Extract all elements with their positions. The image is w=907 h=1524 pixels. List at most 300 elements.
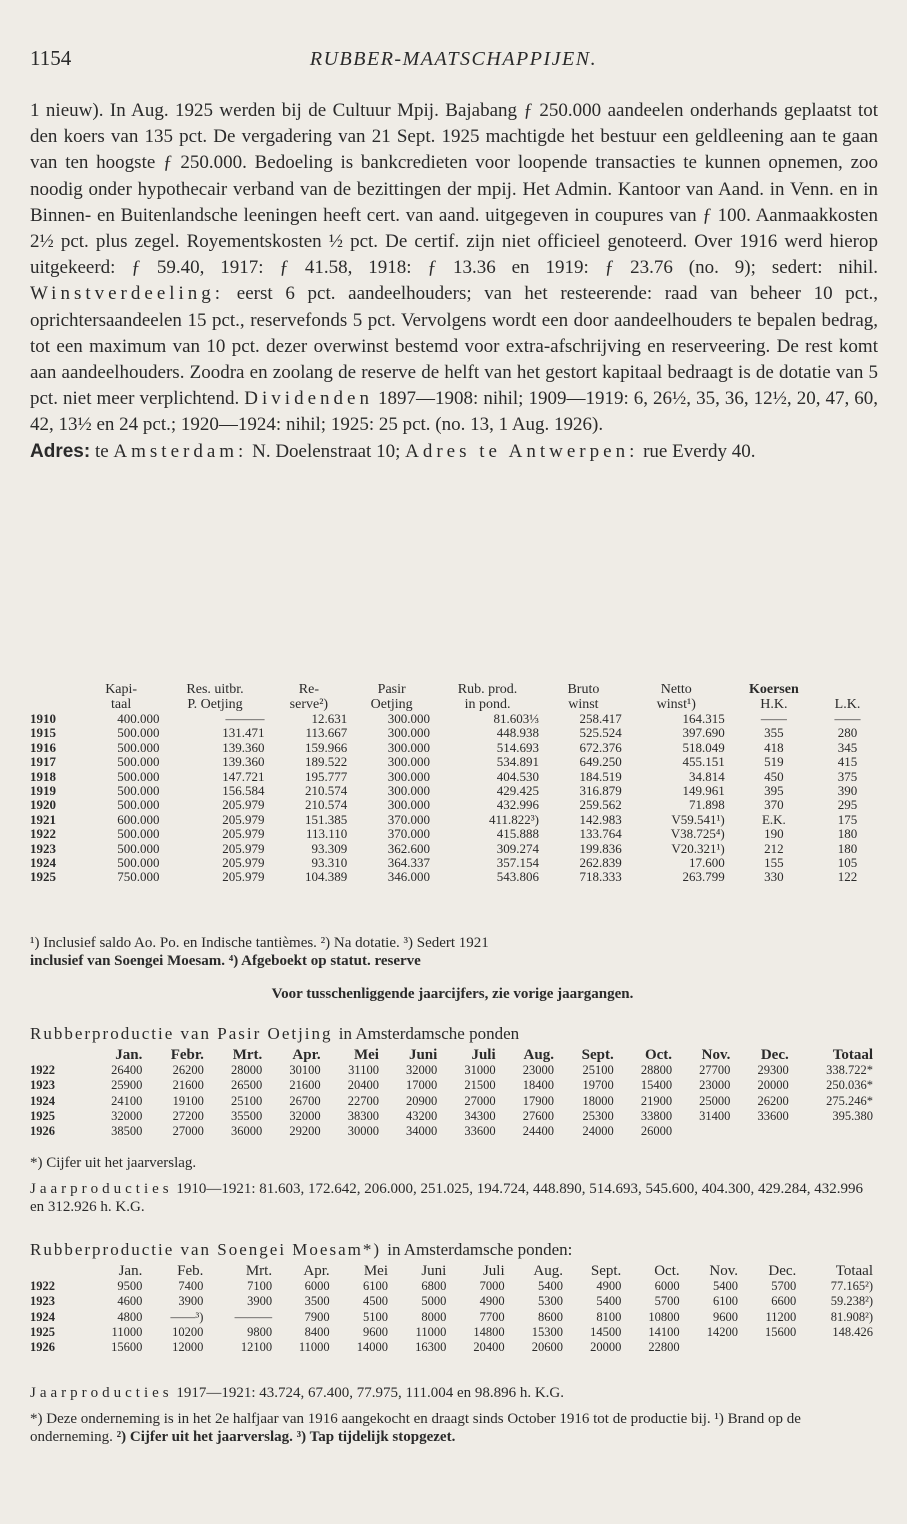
table-cell: 750.000: [117, 869, 160, 885]
year-cell: 1917: [30, 754, 56, 770]
year-cell: 1925: [30, 869, 56, 885]
table-cell: 600.000: [117, 811, 160, 827]
table-cell: 14800: [473, 1324, 505, 1339]
table-cell: 6000: [304, 1279, 330, 1294]
table-cell: 6000: [654, 1279, 680, 1294]
table-cell: 28000: [231, 1063, 263, 1078]
table-cell: 180: [837, 840, 858, 856]
table-cell: 6800: [421, 1279, 447, 1294]
table-cell: 338.722*: [826, 1063, 873, 1078]
table-cell: 429.425: [496, 783, 539, 799]
adres-pre: te: [94, 440, 109, 462]
pasir-annual-label: Jaarproducties: [30, 1181, 173, 1197]
col-header-bruto-winst: Bruto winst: [567, 682, 600, 712]
table-cell: 4600: [117, 1294, 143, 1309]
table-cell: 450: [764, 768, 784, 784]
table-cell: 3900: [178, 1294, 204, 1309]
table-cell: 18400: [522, 1078, 554, 1093]
year-cell: 1922: [30, 826, 56, 842]
table-cell: 205.979: [222, 811, 265, 827]
month-header: Juni: [408, 1047, 438, 1063]
table-cell: 370: [764, 797, 784, 813]
table-cell: 375: [837, 768, 858, 784]
table-cell: 300.000: [387, 797, 431, 813]
table-cell: 139.360: [222, 754, 265, 770]
adres-street: N. Doelenstraat 10;: [252, 440, 401, 462]
table-cell: 23000: [699, 1078, 731, 1093]
year-cell: 1923: [30, 1078, 55, 1093]
table-cell: 345: [837, 739, 858, 755]
table-cell: 18000: [582, 1093, 614, 1108]
table-cell: 6100: [712, 1294, 738, 1309]
production-row: [30, 1094, 875, 1109]
financial-row: [30, 712, 875, 726]
issuance-text: 1 nieuw). In Aug. 1925 werden bij de Cultuur Mpij. Bajabang ƒ 250.000 aandeelen onderhands geplaatst tot den koers van 135 pct. De vergadering van 21 Sept. 1925 machtigde het bestuur een geldleening aan te gaan van ten hoogste ƒ 250.000. Bedoeling is bankcredieten voor loopende transacties te kunnen opnemen, zoo noodig onder hypothecair verband van de bezittingen der mpij. Het Admin. Kantoor van Aand. in Venn. en in Binnen- en Buitenlandsche leeningen heeft cert. van aand. uitgegeven in coupures van ƒ 100. Aanmaakkosten 2½ pct. plus zegel. Royementskosten ½ pct. De certif. zijn niet officieel genoteerd. Over 1916 werd hierop uitgekeerd: ƒ 59.40, 1917: ƒ 41.58, 1918: ƒ 13.36 en 1919: ƒ 23.76 (no. 9); sedert: nihil.: [30, 100, 878, 279]
month-header: Nov.: [701, 1047, 731, 1063]
table-cell: 32000: [111, 1108, 143, 1123]
financial-row: [30, 770, 875, 784]
table-cell: 518.049: [682, 739, 725, 755]
table-cell: 27600: [522, 1108, 554, 1123]
table-cell: 500.000: [117, 739, 160, 755]
table-cell: 27700: [699, 1063, 731, 1078]
table-cell: 500.000: [117, 797, 160, 813]
financial-row: [30, 842, 875, 856]
table-cell: 31000: [464, 1063, 496, 1078]
table-cell: 26500: [231, 1078, 263, 1093]
table-cell: 15600: [111, 1340, 143, 1355]
table-cell: 448.938: [496, 725, 539, 741]
soengei-annual-label: Jaarproducties: [30, 1385, 173, 1401]
table-cell: ——: [760, 711, 787, 726]
table-cell: 164.315: [682, 711, 725, 726]
table-cell: 19100: [172, 1093, 204, 1108]
financial-header-row: [30, 682, 875, 712]
table-cell: 195.777: [305, 768, 348, 784]
table-cell: 30000: [347, 1124, 379, 1139]
table-cell: 142.983: [579, 811, 622, 827]
table-cell: 205.979: [222, 826, 265, 842]
table-cell: 300.000: [387, 711, 431, 726]
table-cell: 24000: [582, 1124, 614, 1139]
table-cell: 418: [764, 739, 784, 755]
table-cell: 4900: [596, 1279, 622, 1294]
month-header: Mei: [363, 1263, 388, 1279]
running-head: RUBBER-MAATSCHAPPIJEN.: [309, 48, 598, 70]
month-header: Jan.: [115, 1047, 143, 1063]
soengei-body: [30, 1279, 875, 1355]
table-cell: 300.000: [387, 768, 431, 784]
table-cell: 38500: [111, 1124, 143, 1139]
table-cell: 5400: [596, 1294, 622, 1309]
table-cell: 11000: [415, 1324, 447, 1339]
table-cell: 59.238²): [830, 1294, 873, 1309]
page-header: [30, 46, 877, 76]
table-cell: 32000: [289, 1108, 321, 1123]
table-cell: 7900: [304, 1309, 330, 1324]
table-cell: 3500: [304, 1294, 330, 1309]
year-cell: 1924: [30, 855, 56, 871]
month-header: Aug.: [533, 1263, 563, 1279]
table-cell: 5000: [421, 1294, 447, 1309]
table-cell: 5100: [363, 1309, 388, 1324]
table-cell: 258.417: [579, 711, 622, 726]
table-cell: 131.471: [222, 725, 265, 741]
table-cell: ———: [234, 1309, 273, 1324]
table-cell: 20400: [347, 1078, 379, 1093]
col-header-koersen-lk: L.K.: [834, 697, 861, 712]
production-row: [30, 1310, 875, 1325]
pasir-production-table: [30, 1048, 875, 1139]
production-row: [30, 1325, 875, 1340]
table-cell: 34000: [406, 1124, 438, 1139]
month-header: Mrt.: [232, 1047, 263, 1063]
table-cell: 519: [764, 754, 784, 770]
pasir-annual: [30, 1180, 878, 1216]
table-cell: 8400: [304, 1324, 330, 1339]
table-cell: 34.814: [688, 768, 725, 784]
soengei-title: [30, 1240, 878, 1260]
table-cell: 25300: [582, 1108, 614, 1123]
col-header-kapitaal: Kapi- taal: [105, 682, 138, 712]
production-row: [30, 1279, 875, 1294]
col-header: [30, 682, 80, 712]
table-cell: 26200: [757, 1093, 789, 1108]
table-cell: 20000: [757, 1078, 789, 1093]
month-header: Sept.: [590, 1263, 622, 1279]
soengei-production-table: [30, 1264, 875, 1355]
table-cell: 500.000: [117, 826, 160, 842]
soengei-title-unit: in Amsterdamsche ponden:: [387, 1240, 573, 1259]
pasir-body: [30, 1063, 875, 1139]
year-cell: 1924: [30, 1309, 55, 1324]
financial-row: [30, 798, 875, 812]
table-cell: 31100: [348, 1063, 379, 1078]
table-cell: 4900: [479, 1294, 505, 1309]
table-cell: 205.979: [222, 855, 265, 871]
table-cell: 15300: [531, 1324, 563, 1339]
financial-row: [30, 755, 875, 769]
table-cell: 27000: [464, 1093, 496, 1108]
table-cell: 415.888: [496, 826, 539, 842]
table-cell: 35500: [231, 1108, 263, 1123]
table-cell: 28800: [640, 1063, 673, 1078]
table-cell: 205.979: [222, 869, 265, 885]
col-header-rub-prod: Rub. prod. in pond.: [457, 682, 518, 712]
soengei-notes: [30, 1410, 878, 1446]
table-cell: 36000: [231, 1124, 263, 1139]
footnote-line-2: inclusief van Soengei Moesam. ⁴) Afgeboekt op statut. reserve: [30, 953, 421, 969]
table-cell: 77.165²): [830, 1279, 873, 1294]
financial-row: [30, 827, 875, 841]
table-cell: 11200: [765, 1309, 797, 1324]
table-cell: 93.310: [311, 855, 348, 871]
table-cell: 113.110: [305, 826, 348, 842]
col-header-reserve: Re- serve²): [289, 682, 329, 712]
table-cell: 500.000: [117, 754, 160, 770]
table-cell: 31400: [699, 1108, 731, 1123]
table-cell: [740, 1340, 798, 1355]
table-cell: 12100: [240, 1340, 273, 1355]
month-header: Jan.: [118, 1263, 143, 1279]
table-cell: 649.250: [579, 754, 622, 770]
table-cell: 415: [837, 754, 858, 770]
table-cell: 295: [837, 797, 858, 813]
table-cell: 395: [764, 783, 784, 799]
table-cell: 309.274: [496, 840, 539, 856]
year-cell: 1923: [30, 1294, 55, 1309]
table-cell: 26700: [289, 1093, 321, 1108]
adres-antwerpen-street: rue Everdy 40.: [643, 440, 756, 462]
month-header: Totaal: [835, 1263, 873, 1279]
table-cell: E.K.: [761, 811, 786, 827]
table-cell: 20000: [590, 1340, 622, 1355]
table-cell: 184.519: [579, 768, 622, 784]
table-cell: ———: [225, 711, 265, 726]
table-cell: 6600: [771, 1294, 797, 1309]
table-cell: 7100: [247, 1279, 273, 1294]
table-cell: 370.000: [387, 826, 431, 842]
table-cell: 21500: [464, 1078, 496, 1093]
table-cell: 21600: [289, 1078, 321, 1093]
month-header: Dec.: [760, 1047, 789, 1063]
year-header: [30, 1264, 86, 1279]
table-cell: [682, 1340, 740, 1355]
table-cell: 3900: [247, 1294, 273, 1309]
table-cell: 534.891: [496, 754, 539, 770]
table-cell: 15400: [640, 1078, 673, 1093]
table-cell: V20.321¹): [671, 840, 725, 856]
table-cell: 14200: [706, 1324, 738, 1339]
table-cell: 7000: [479, 1279, 505, 1294]
table-cell: 4500: [363, 1294, 388, 1309]
col-header-koersen-hk: Koersen H.K.: [748, 682, 799, 712]
table-cell: 21600: [172, 1078, 204, 1093]
winstverdeeling-label: Winstverdeeling:: [30, 283, 225, 305]
table-cell: 10800: [648, 1309, 680, 1324]
table-cell: 212: [764, 840, 784, 856]
soengei-note-3: ²) Cijfer uit het jaarverslag.: [116, 1429, 293, 1445]
table-cell: 525.524: [579, 725, 622, 741]
financial-row: [30, 856, 875, 870]
production-row: [30, 1063, 875, 1078]
table-cell: 22800: [648, 1340, 680, 1355]
pasir-footnote: *) Cijfer uit het jaarverslag.: [30, 1155, 197, 1171]
table-cell: 25900: [111, 1078, 143, 1093]
financial-row: [30, 870, 875, 884]
table-cell: 32000: [406, 1063, 438, 1078]
table-cell: 14100: [648, 1324, 680, 1339]
year-cell: 1925: [30, 1108, 55, 1123]
table-cell: 5700: [771, 1279, 797, 1294]
table-cell: 250.036*: [826, 1078, 873, 1093]
table-cell: 432.996: [496, 797, 539, 813]
year-header: [30, 1048, 86, 1063]
table-cell: ——³): [170, 1309, 204, 1324]
table-cell: 147.721: [222, 768, 265, 784]
dividenden-text: 1897—1908: nihil; 1909—1919: 6, 26½, 35, 36, 12½, 20, 47, 60, 42, 13½ en 24 pct.; 1920—1924: nihil; 1925: 25 pct. (no. 13, 1 Aug. 1926).: [30, 388, 879, 436]
year-cell: 1922: [30, 1063, 55, 1078]
table-cell: 15600: [765, 1324, 797, 1339]
financial-row: [30, 784, 875, 798]
body-text: [30, 98, 878, 465]
table-cell: 205.979: [222, 840, 265, 856]
table-cell: 11000: [111, 1324, 143, 1339]
table-cell: 149.961: [682, 783, 725, 799]
adres-city: Amsterdam:: [113, 440, 248, 462]
table-cell: 9600: [712, 1309, 738, 1324]
table-cell: 159.966: [305, 739, 348, 755]
table-cell: 210.574: [305, 783, 348, 799]
table-cell: 26400: [111, 1063, 143, 1078]
table-cell: 263.799: [682, 869, 725, 885]
table-cell: 113.667: [305, 725, 348, 741]
soengei-note-2: ¹) Brand op de onderneming.: [30, 1411, 801, 1445]
year-cell: 1918: [30, 768, 56, 784]
pasir-title: [30, 1024, 878, 1044]
table-cell: 718.333: [579, 869, 622, 885]
table-cell: 33800: [640, 1108, 673, 1123]
table-cell: 500.000: [117, 783, 160, 799]
table-cell: 6100: [363, 1279, 388, 1294]
table-cell: 20600: [531, 1340, 563, 1355]
year-cell: 1910: [30, 711, 56, 726]
production-row: [30, 1340, 875, 1355]
table-cell: 672.376: [579, 739, 622, 755]
table-cell: 20400: [473, 1340, 505, 1355]
table-cell: [674, 1124, 732, 1139]
table-cell: 5400: [537, 1279, 563, 1294]
table-cell: 30100: [289, 1063, 321, 1078]
table-cell: 12.631: [311, 711, 348, 726]
month-header: Feb.: [177, 1263, 204, 1279]
pasir-annual-text: 1910—1921: 81.603, 172.642, 206.000, 251.025, 194.724, 448.890, 514.693, 545.600, 404.300, 429.284, 432.996 en 312.926 h. K.G.: [30, 1181, 864, 1215]
soengei-annual: [30, 1384, 878, 1402]
table-cell: 21900: [640, 1093, 673, 1108]
table-cell: 316.879: [579, 783, 622, 799]
year-cell: 1922: [30, 1279, 55, 1294]
cross-reference: Voor tusschenliggende jaarcijfers, zie vorige jaargangen.: [271, 986, 634, 1002]
table-cell: 38300: [347, 1108, 379, 1123]
table-cell: 81.908²): [830, 1309, 873, 1324]
table-cell: 93.309: [311, 840, 348, 856]
financial-row: [30, 741, 875, 755]
table-cell: 25000: [699, 1093, 731, 1108]
table-cell: 17.600: [688, 855, 725, 871]
table-cell: 139.360: [222, 739, 265, 755]
month-header: Febr.: [170, 1047, 204, 1063]
paragraph-address: [30, 439, 878, 465]
table-cell: 500.000: [117, 855, 160, 871]
dividenden-label: Dividenden: [244, 388, 373, 410]
financial-table: [30, 682, 875, 885]
production-row: [30, 1294, 875, 1309]
month-header: Mrt.: [245, 1263, 273, 1279]
table-cell: [798, 1340, 875, 1355]
table-cell: 364.337: [387, 855, 431, 871]
table-cell: 122: [837, 869, 858, 885]
month-header: Juli: [471, 1047, 496, 1063]
table-cell: 10200: [172, 1324, 204, 1339]
pasir-title-unit: in Amsterdamsche ponden: [338, 1024, 520, 1043]
pasir-months-row: [30, 1048, 875, 1063]
month-header: Sept.: [581, 1047, 614, 1063]
page-number: 1154: [30, 46, 72, 70]
table-cell: 8000: [421, 1309, 447, 1324]
col-header-res-uitbr: Res. uitbr. P. Oetjing: [186, 682, 244, 712]
month-header: Mei: [353, 1047, 379, 1063]
table-cell: 71.898: [688, 797, 725, 813]
table-cell: 14000: [356, 1340, 388, 1355]
table-cell: 14500: [590, 1324, 622, 1339]
table-cell: 355: [764, 725, 784, 741]
month-header: Dec.: [768, 1263, 797, 1279]
table-cell: 390: [837, 783, 858, 799]
footnote-line-1: ¹) Inclusief saldo Ao. Po. en Indische tantièmes. ²) Na dotatie. ³) Sedert 1921: [30, 935, 489, 951]
table-cell: 148.426: [832, 1324, 873, 1339]
year-cell: 1923: [30, 840, 56, 856]
table-cell: 25100: [582, 1063, 614, 1078]
table-cell: 43200: [406, 1108, 438, 1123]
month-header: Juni: [421, 1263, 447, 1279]
financial-row: [30, 813, 875, 827]
table-cell: 7400: [178, 1279, 204, 1294]
table-cell: 19700: [582, 1078, 614, 1093]
table-cell: 24100: [111, 1093, 143, 1108]
table-cell: 26200: [172, 1063, 204, 1078]
production-row: [30, 1124, 875, 1139]
table-cell: 300.000: [387, 739, 431, 755]
table-cell: 175: [837, 811, 858, 827]
production-row: [30, 1078, 875, 1093]
table-cell: 5400: [712, 1279, 738, 1294]
year-cell: 1919: [30, 783, 56, 799]
winstverdeeling-text: eerst 6 pct. aandeelhouders; van het resteerende: raad van beheer 10 pct., oprichtersaandeelen 15 pct., reservefonds 5 pct. Vervolgens wordt een door aandeelhouders te bepalen bedrag, tot een maximum van 10 pct. dezer overwinst bestemd voor extra-afschrijving en reserveering. De rest komt aan aandeelhouders. Zoodra en zoolang de reserve de helft van het gestort kapitaal bedraagt is de dotatie van 5 pct. niet meer verplichtend.: [30, 283, 878, 410]
table-cell: 395.380: [832, 1108, 873, 1123]
table-cell: 29200: [289, 1124, 321, 1139]
pasir-title-main: Rubberproductie van Pasir Oetjing: [30, 1024, 333, 1043]
month-header: Apr.: [292, 1047, 321, 1063]
table-cell: 346.000: [387, 869, 431, 885]
table-cell: 156.584: [222, 783, 265, 799]
month-header: Totaal: [832, 1047, 873, 1063]
year-cell: 1926: [30, 1340, 55, 1355]
month-header: Apr.: [303, 1263, 330, 1279]
table-cell: 5700: [654, 1294, 680, 1309]
year-cell: 1921: [30, 811, 56, 827]
year-cell: 1925: [30, 1324, 55, 1339]
table-cell: 500.000: [117, 768, 160, 784]
table-cell: 300.000: [387, 725, 431, 741]
year-cell: 1924: [30, 1093, 55, 1108]
soengei-title-main: Rubberproductie van Soengei Moesam*): [30, 1240, 382, 1259]
table-cell: 190: [764, 826, 784, 842]
table-cell: 155: [764, 855, 784, 871]
financial-body: [30, 712, 875, 885]
soengei-annual-text: 1917—1921: 43.724, 67.400, 77.975, 111.004 en 98.896 h. K.G.: [176, 1385, 565, 1401]
table-cell: 11000: [298, 1340, 330, 1355]
table-cell: 22700: [347, 1093, 379, 1108]
table-cell: V38.725⁴): [670, 826, 725, 842]
year-cell: 1926: [30, 1124, 55, 1139]
table-cell: 280: [837, 725, 858, 741]
table-cell: 210.574: [305, 797, 348, 813]
table-cell: 151.385: [305, 811, 348, 827]
table-cell: 27200: [172, 1108, 204, 1123]
table-cell: 300.000: [387, 783, 431, 799]
table-cell: 9500: [117, 1279, 143, 1294]
table-cell: 26000: [640, 1124, 673, 1139]
